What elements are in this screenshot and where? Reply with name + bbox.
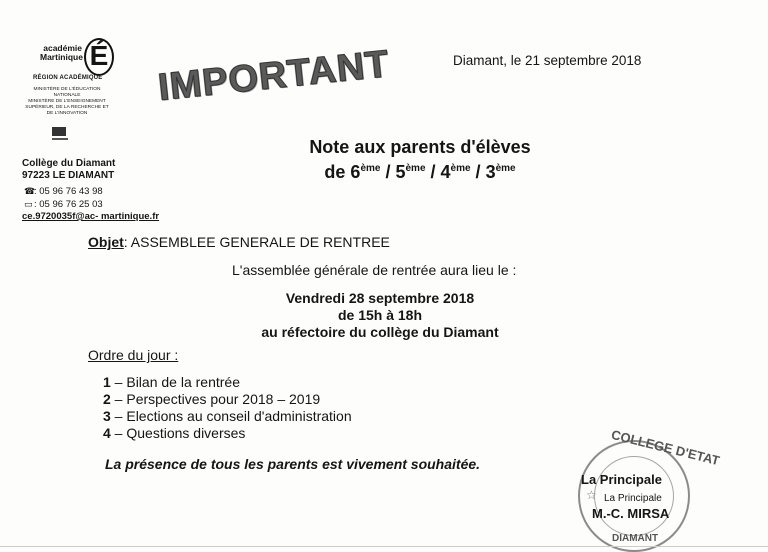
- college-address: 97223 LE DIAMANT: [22, 170, 115, 181]
- closing-sentence: La présence de tous les parents est vivement souhaitée.: [105, 456, 481, 472]
- list-item: 1 – Bilan de la rentrée: [103, 374, 240, 390]
- republic-flag-icon: [52, 127, 68, 140]
- agenda-heading: Ordre du jour :: [88, 347, 179, 363]
- phone-number: : 05 96 76 43 98: [34, 186, 103, 197]
- college-email: ce.9720035f@ac- martinique.fr: [22, 211, 160, 222]
- logo-line1: académie: [43, 43, 82, 53]
- important-stamp: IMPORTANT: [156, 42, 392, 110]
- signature-title: La Principale: [581, 472, 662, 487]
- college-block: [22, 158, 115, 182]
- event-place: au réfectoire du collège du Diamant: [261, 324, 499, 340]
- date-line: Diamant, le 21 septembre 2018: [453, 53, 642, 68]
- intro-text: L'assemblée générale de rentrée aura lieu le :: [232, 262, 517, 278]
- list-item: 2 – Perspectives pour 2018 – 2019: [103, 391, 321, 407]
- note-title: [270, 136, 570, 183]
- logo-line2: Martinique: [40, 52, 83, 62]
- signature-name: M.-C. MIRSA: [592, 506, 670, 521]
- college-name: Collège du Diamant: [22, 158, 116, 169]
- fax-number: : 05 96 76 25 03: [34, 199, 103, 210]
- event-time: de 15h à 18h: [337, 307, 423, 323]
- ministry-line1: MINISTÈRE DE L'ÉDUCATION NATIONALE: [33, 87, 101, 98]
- academy-e-logo-icon: É: [84, 38, 114, 76]
- stamp-top-text: COLLEGE D'ETAT: [609, 426, 722, 469]
- title-line2: de 6ème / 5ème / 4ème / 3ème: [324, 162, 516, 182]
- signature-subtitle: La Principale: [604, 493, 662, 504]
- stamp-star-icon: ☆: [586, 488, 597, 502]
- subject-text: : ASSEMBLEE GENERALE DE RENTREE: [123, 234, 390, 250]
- region-label: RÉGION ACADÉMIQUE: [33, 75, 103, 81]
- agenda-list: [103, 374, 352, 442]
- stamp-bottom-text: DIAMANT: [612, 533, 659, 544]
- event-details: [250, 290, 510, 341]
- phone-icon: ☎: [24, 186, 36, 196]
- event-date: Vendredi 28 septembre 2018: [285, 290, 475, 306]
- ministry-block: [22, 87, 112, 117]
- fax-icon: ▭: [24, 199, 33, 209]
- subject-line: [88, 234, 390, 250]
- contact-block: [24, 185, 103, 211]
- ministry-line2: MINISTÈRE DE L'ENSEIGNEMENT SUPÉRIEUR, DE LA RECHERCHE ET DE L'INNOVATION: [25, 99, 109, 116]
- title-line1: Note aux parents d'élèves: [309, 137, 531, 157]
- list-item: 4 – Questions diverses: [103, 425, 246, 441]
- scan-edge: [0, 546, 768, 547]
- subject-label: Objet: [88, 234, 124, 250]
- list-item: 3 – Elections au conseil d'administration: [103, 408, 352, 424]
